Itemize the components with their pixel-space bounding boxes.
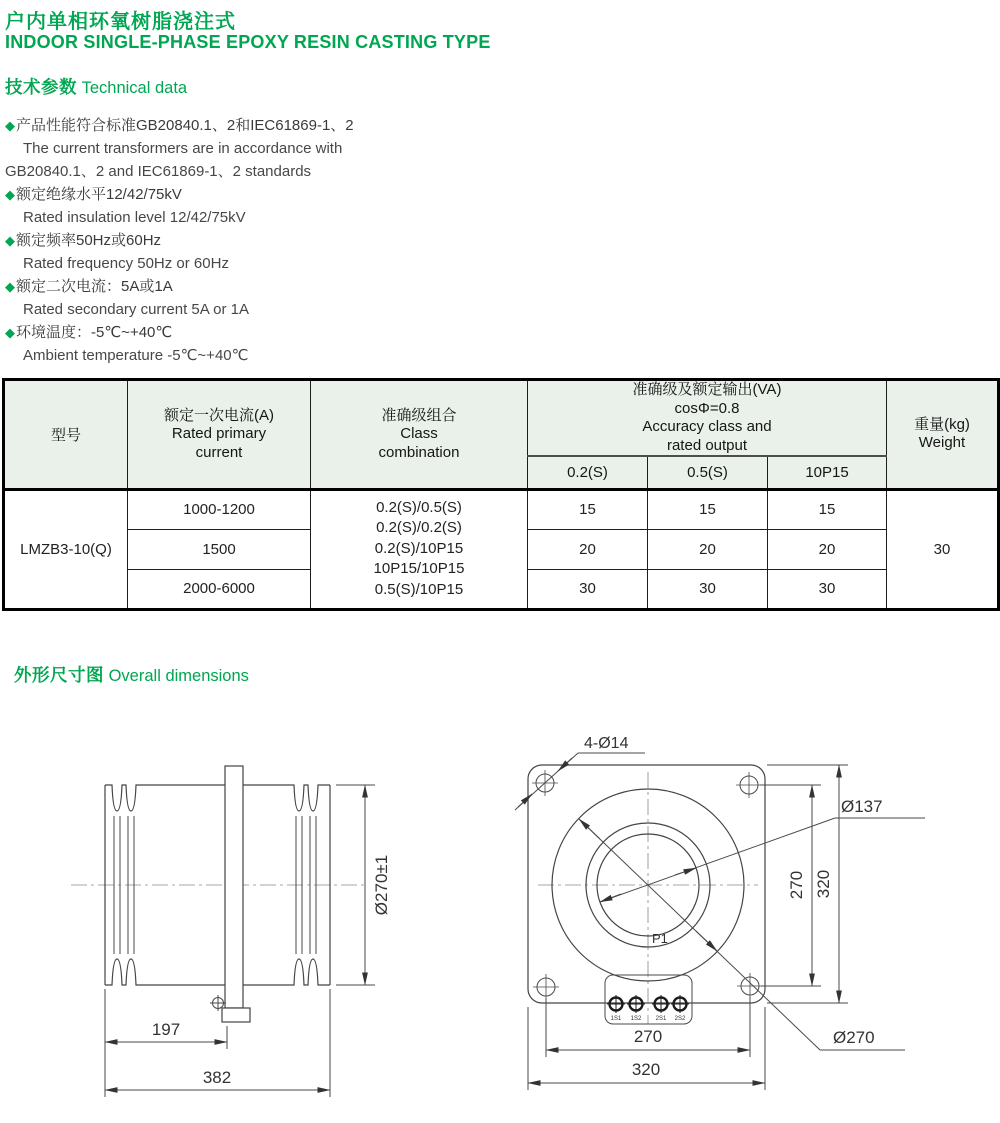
terminal-label: 2S2: [674, 1016, 686, 1022]
class-line: 0.5(S)/10P15: [374, 580, 464, 598]
weight-cell: 30: [887, 489, 999, 609]
class-header-en: combination: [378, 443, 460, 461]
diamond-bullet-icon: ◆: [5, 279, 15, 294]
table-row: [4, 489, 999, 529]
dim-label-bottom-320: 320: [631, 1060, 661, 1079]
col-header-acc-10p15: 10P15: [768, 456, 887, 489]
p1-terminal-mark: P1: [652, 931, 668, 946]
dim-label-holes: 4-Ø14: [584, 735, 629, 752]
bullet-item: [5, 114, 435, 183]
dims-section-heading: [14, 662, 249, 687]
diamond-bullet-icon: ◆: [5, 187, 15, 202]
front-view-drawing: [505, 712, 1000, 1112]
class-line: 0.2(S)/10P15: [374, 539, 464, 557]
col-header-acc-05s: 0.5(S): [648, 456, 768, 489]
col-header-weight: [887, 380, 999, 490]
dims-heading-cn: 外形尺寸图: [14, 665, 104, 685]
dims-heading-en: Overall dimensions: [108, 667, 249, 685]
col-header-model: 型号: [4, 380, 128, 490]
dim-label-right-270: 270: [787, 870, 806, 900]
bullet-text-en: Rated insulation level 12/42/75kV: [23, 209, 246, 226]
model-cell: LMZB3-10(Q): [4, 489, 128, 609]
dim-right-320-lines: [767, 765, 848, 1003]
va-cell: 30: [768, 569, 887, 609]
class-header-cn: 准确级组合: [381, 406, 457, 424]
bullet-text-en: Rated secondary current 5A or 1A: [23, 301, 249, 318]
bullet-item: [5, 229, 435, 275]
va-cell: 20: [528, 529, 648, 569]
tech-heading-en: Technical data: [81, 79, 188, 97]
bullet-text-cn: 环境温度：-5℃~+40℃: [16, 324, 173, 341]
va-cell: 30: [648, 569, 768, 609]
accuracy-header-cos: cosΦ=0.8: [674, 399, 740, 417]
weight-header-en: Weight: [918, 434, 966, 452]
bullet-text-cn: 额定绝缘水平12/42/75kV: [16, 186, 182, 203]
bullet-text-en: The current transformers are in accordance with: [23, 140, 343, 157]
tech-heading-cn: 技术参数: [5, 77, 77, 97]
primary-header-en: current: [195, 443, 243, 461]
dim-label-diameter: Ø270±1: [372, 854, 391, 916]
terminal-label: 1S1: [610, 1016, 622, 1022]
bullet-item: [5, 275, 435, 321]
transformer-body-bottom-edge: [105, 959, 330, 985]
diamond-bullet-icon: ◆: [5, 118, 15, 133]
dim-label-382: 382: [202, 1068, 232, 1087]
dim-label-right-320: 320: [814, 869, 833, 899]
outer-dia-leader: [579, 819, 905, 1050]
terminal-label: 1S2: [630, 1016, 642, 1022]
bullet-text-en: GB20840.1、2 and IEC61869-1、2 standards: [5, 163, 312, 180]
diamond-bullet-icon: ◆: [5, 233, 15, 248]
bullet-text-cn: 产品性能符合标准GB20840.1、2和IEC61869-1、2: [16, 117, 354, 134]
dim-label-outer-dia: Ø270: [833, 1028, 875, 1047]
bullet-item: [5, 183, 435, 229]
tech-section-heading: [5, 74, 187, 99]
side-view-drawing: [55, 712, 415, 1112]
inner-dia-leader: [600, 818, 925, 902]
primary-current-cell: 1500: [128, 529, 311, 569]
dim-label-inner-dia: Ø137: [841, 797, 883, 816]
col-header-primary-current: [128, 380, 311, 490]
va-cell: 30: [528, 569, 648, 609]
tech-bullet-list: [5, 114, 435, 367]
bullet-text-cn: 额定频率50Hz或60Hz: [16, 232, 162, 249]
bullet-text-cn: 额定二次电流：5A或1A: [16, 278, 173, 295]
accuracy-header-en: Accuracy class and: [642, 418, 772, 435]
primary-current-cell: 1000-1200: [128, 489, 311, 529]
terminal-label: 2S1: [655, 1016, 667, 1022]
accuracy-header-en: rated output: [666, 436, 748, 454]
spec-table: [2, 378, 1000, 611]
col-header-class-combination: [311, 380, 528, 490]
bullet-item: [5, 321, 435, 367]
page-title-cn: 户内单相环氧树脂浇注式: [5, 11, 236, 33]
holes-leader: [515, 753, 645, 810]
bullet-text-en: Rated frequency 50Hz or 60Hz: [23, 255, 229, 272]
primary-header-en: Rated primary: [171, 425, 267, 442]
mounting-flange: [225, 766, 243, 1008]
dim-label-bottom-270: 270: [633, 1027, 663, 1046]
col-header-accuracy-output: [528, 380, 887, 457]
class-combination-cell: [311, 489, 528, 609]
accuracy-header-cn: 准确级及额定输出(VA): [632, 381, 782, 398]
class-line: 0.2(S)/0.2(S): [376, 519, 462, 537]
primary-header-cn: 额定一次电流(A): [164, 406, 274, 424]
col-header-acc-02s: 0.2(S): [528, 456, 648, 489]
weight-header-cn: 重量(kg): [914, 415, 970, 433]
flange-foot: [222, 1008, 250, 1022]
bullet-text-en: Ambient temperature -5℃~+40℃: [23, 347, 249, 364]
va-cell: 20: [768, 529, 887, 569]
va-cell: 15: [768, 489, 887, 529]
page-title-en: INDOOR SINGLE-PHASE EPOXY RESIN CASTING TYPE: [5, 32, 491, 52]
va-cell: 15: [648, 489, 768, 529]
dim-label-197: 197: [151, 1020, 181, 1039]
va-cell: 20: [648, 529, 768, 569]
class-line: 0.2(S)/0.5(S): [376, 498, 462, 516]
diamond-bullet-icon: ◆: [5, 325, 15, 340]
va-cell: 15: [528, 489, 648, 529]
primary-current-cell: 2000-6000: [128, 569, 311, 609]
class-line: 10P15/10P15: [373, 560, 465, 578]
class-header-en: Class: [400, 425, 438, 442]
transformer-body-top-edge: [105, 785, 330, 811]
